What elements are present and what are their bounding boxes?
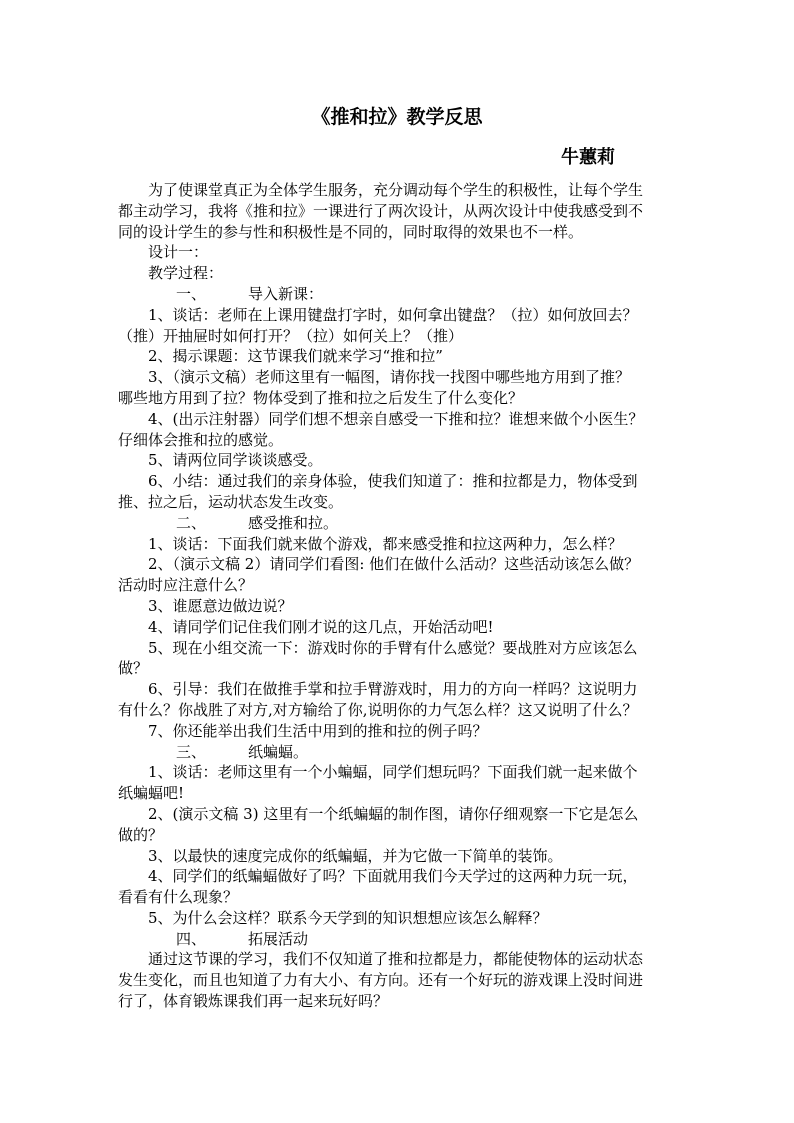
section-title: 纸蝙蝠。 bbox=[248, 742, 309, 761]
list-item-line: 1、谈话：老师这里有一个小蝙蝠，同学们想玩吗？下面我们就一起来做个 bbox=[148, 763, 638, 782]
list-item-line: 2、揭示课题：这节课我们就来学习“推和拉” bbox=[148, 347, 443, 366]
section-heading-2 bbox=[118, 513, 678, 534]
list-item-line: 看看有什么现象？ bbox=[118, 888, 239, 907]
document-title: 《推和拉》教学反思 bbox=[311, 106, 483, 128]
list-item-line: 纸蝙蝠吧! bbox=[118, 784, 185, 803]
paragraph-line: 通过这节课的学习，我们不仅知道了推和拉都是力，都能使物体的运动状态 bbox=[148, 950, 644, 969]
list-item-line: 哪些地方用到了拉？物体受到了推和拉之后发生了什么变化？ bbox=[118, 388, 524, 407]
list-item-line: 2、(演示文稿 3) 这里有一个纸蝙蝠的制作图，请你仔细观察一下它是怎么 bbox=[148, 804, 639, 823]
intro-line: 同的设计学生的参与性和积极性是不同的，同时取得的效果也不一样。 bbox=[118, 222, 584, 241]
list-item-line: 1、谈话：老师在上课用键盘打字时，如何拿出键盘？（拉）如何放回去？ bbox=[148, 305, 638, 324]
list-item-line: （推）开抽屉时如何打开？（拉）如何关上？（推） bbox=[118, 326, 464, 345]
section-heading-1 bbox=[118, 284, 678, 305]
list-item-line: 3、（演示文稿）老师这里有一幅图，请你找一找图中哪些地方用到了推？ bbox=[148, 368, 631, 387]
section-heading-3 bbox=[118, 742, 678, 763]
list-item-line: 5、现在小组交流一下：游戏时你的手臂有什么感觉？要战胜对方应该怎么 bbox=[148, 638, 638, 657]
list-item-line: 4、请同学们记住我们刚才说的这几点，开始活动吧! bbox=[148, 617, 494, 636]
paragraph-line: 发生变化，而且也知道了力有大小、有方向。还有一个好玩的游戏课上没时间进 bbox=[118, 971, 644, 990]
list-item-line: 4、同学们的纸蝙蝠做好了吗？下面就用我们今天学过的这两种力玩一玩， bbox=[148, 867, 638, 886]
paragraph-line: 行了，体育锻炼课我们再一起来玩好吗？ bbox=[118, 992, 389, 1011]
list-item-line: 做的？ bbox=[118, 825, 164, 844]
list-item-line: 做？ bbox=[118, 659, 149, 678]
list-item-line: 仔细体会推和拉的感觉。 bbox=[118, 430, 284, 449]
list-item-line: 7、你还能举出我们生活中用到的推和拉的例子吗？ bbox=[148, 721, 488, 740]
list-item-line: 6、引导：我们在做推手掌和拉手臂游戏时，用力的方向一样吗？这说明力 bbox=[148, 680, 638, 699]
section-title: 导入新课： bbox=[248, 284, 324, 303]
document-body bbox=[118, 180, 678, 1012]
intro-line: 为了使课堂真正为全体学生服务，充分调动每个学生的积极性，让每个学生 bbox=[148, 181, 644, 199]
list-item-line: 推、拉之后，运动状态发生改变。 bbox=[118, 492, 344, 511]
list-item-line: 5、请两位同学谈谈感受。 bbox=[148, 451, 323, 470]
intro-line: 都主动学习，我将《推和拉》一课进行了两次设计，从两次设计中使我感受到不 bbox=[118, 201, 644, 220]
process-label: 教学过程： bbox=[148, 264, 224, 283]
section-title: 拓展活动 bbox=[248, 929, 309, 948]
section-number: 四、 bbox=[176, 929, 207, 948]
author-name: 牛蕙莉 bbox=[561, 147, 615, 168]
section-heading-4 bbox=[118, 929, 678, 950]
design-label: 设计一： bbox=[148, 243, 209, 262]
list-item-line: 3、谁愿意边做边说？ bbox=[148, 596, 293, 615]
list-item-line: 6、小结：通过我们的亲身体验，使我们知道了：推和拉都是力，物体受到 bbox=[148, 472, 638, 491]
section-number: 三、 bbox=[176, 742, 207, 761]
section-number: 一、 bbox=[176, 284, 207, 303]
section-number: 二、 bbox=[176, 513, 207, 532]
section-title: 感受推和拉。 bbox=[248, 513, 339, 532]
list-item-line: 5、为什么会这样？联系今天学到的知识想想应该怎么解释？ bbox=[148, 908, 548, 927]
list-item-line: 1、谈话：下面我们就来做个游戏，都来感受推和拉这两种力，怎么样？ bbox=[148, 534, 623, 553]
list-item-line: 活动时应注意什么？ bbox=[118, 576, 254, 595]
list-item-line: 2、（演示文稿 2）请同学们看图: 他们在做什么活动？这些活动该怎么做？ bbox=[148, 555, 640, 574]
list-item-line: 4、(出示注射器）同学们想不想亲自感受一下推和拉？谁想来做个小医生？ bbox=[148, 409, 644, 428]
list-item-line: 3、以最快的速度完成你的纸蝙蝠，并为它做一下简单的装饰。 bbox=[148, 846, 563, 865]
list-item-line: 有什么？你战胜了对方,对方输给了你,说明你的力气怎么样？这又说明了什么？ bbox=[118, 700, 638, 719]
